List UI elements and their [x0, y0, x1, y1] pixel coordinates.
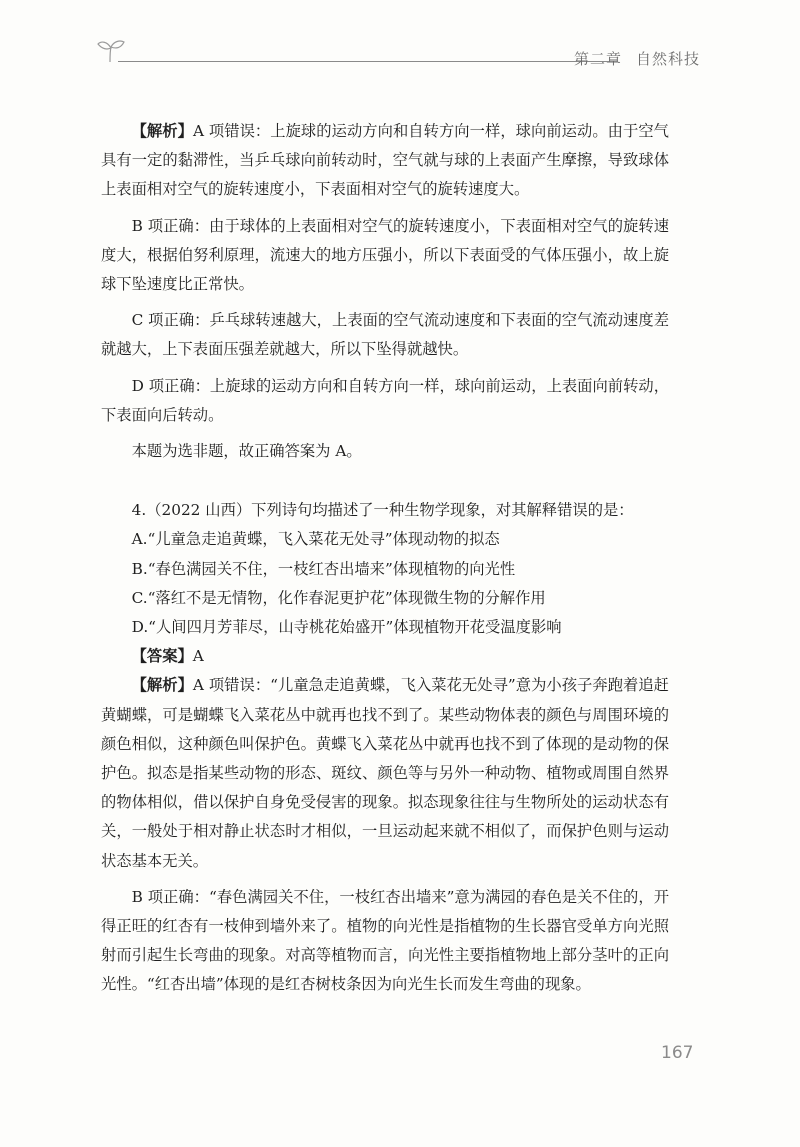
page-body: [101, 117, 669, 1000]
paragraph-text: A 项错误：“儿童急走追黄蝶，飞入菜花无处寻”意为小孩子奔跑着追赶黄蝴蝶，可是蝴蝶飞入菜花丛中就再也找不到了。某些动物体表的颜色与周围环境的颜色相似，这种颜色叫保护色。黄蝶飞入菜花丛中就再也找不到了体现的是动物的保护色。拟态是指某些动物的形态、斑纹、颜色等与另外一种动物、植物或周围自然界的物体相似，借以保护自身免受侵害的现象。拟态现象往往与生物所处的运动状态有关，一般处于相对静止状态时才相似，一旦运动起来就不相似了，而保护色则与运动状态基本无关。: [101, 676, 669, 870]
analysis-tag: 【解析】: [131, 122, 193, 140]
paragraph: B 项正确：由于球体的上表面相对空气的旋转速度小，下表面相对空气的旋转速度大，根据伯努利原理，流速大的地方压强小，所以下表面受的气体压强小，故上旋球下坠速度比正常快。: [101, 216, 669, 294]
question-stem: 4.（2022 山西）下列诗句均描述了一种生物学现象，对其解释错误的是：: [131, 501, 634, 520]
paragraph-text: A 项错误：上旋球的运动方向和自转方向一样，球向前运动。由于空气具有一定的黏滞性，当乒乓球向前转动时，空气就与球的上表面产生摩擦，导致球体上表面相对空气的旋转速度小，下表面相对空气的旋转速度大。: [101, 122, 669, 199]
paragraph: C 项正确：乒乓球转速越大，上表面的空气流动速度和下表面的空气流动速度差就越大，上下表面压强差就越大，所以下坠得就越快。: [101, 311, 669, 359]
chapter-label: 第二章: [573, 50, 622, 68]
page-header: [96, 36, 700, 76]
header-rule: [118, 61, 618, 62]
option-b: B.“春色满园关不住，一枝红杏出墙来”体现植物的向光性: [131, 559, 516, 578]
page-number: 167: [661, 1043, 694, 1063]
answer-tag: 【答案】: [131, 647, 193, 666]
paragraph: [101, 671, 669, 875]
subject-label: 自然科技: [635, 50, 700, 68]
running-head: [574, 48, 700, 69]
option-c: C.“落红不是无情物，化作春泥更护花”体现微生物的分解作用: [131, 588, 546, 607]
paragraph: B 项正确：“春色满园关不住，一枝红杏出墙来”意为满园的春色是关不住的，开得正旺的红杏有一枝伸到墙外来了。植物的向光性是指植物的生长器官受单方向光照射而引起生长弯曲的现象。对高等植物而言，向光性主要指植物地上部分茎叶的正向光性。“红杏出墙”体现的是红杏树枝条因为向光生长而发生弯曲的现象。: [101, 887, 669, 994]
answer-value: A: [192, 647, 204, 666]
answer-line: [101, 642, 669, 671]
option-a: A.“儿童急走追黄蝶，飞入菜花无处寻”体现动物的拟态: [131, 530, 500, 549]
paragraph: [101, 117, 669, 205]
option-d: D.“人间四月芳菲尽，山寺桃花始盛开”体现植物开花受温度影响: [131, 618, 562, 637]
paragraph: D 项正确：上旋球的运动方向和自转方向一样，球向前运动，上表面向前转动，下表面向后转动。: [101, 376, 669, 424]
analysis-tag: 【解析】: [131, 676, 193, 695]
paragraph: 本题为选非题，故正确答案为 A。: [131, 442, 362, 461]
